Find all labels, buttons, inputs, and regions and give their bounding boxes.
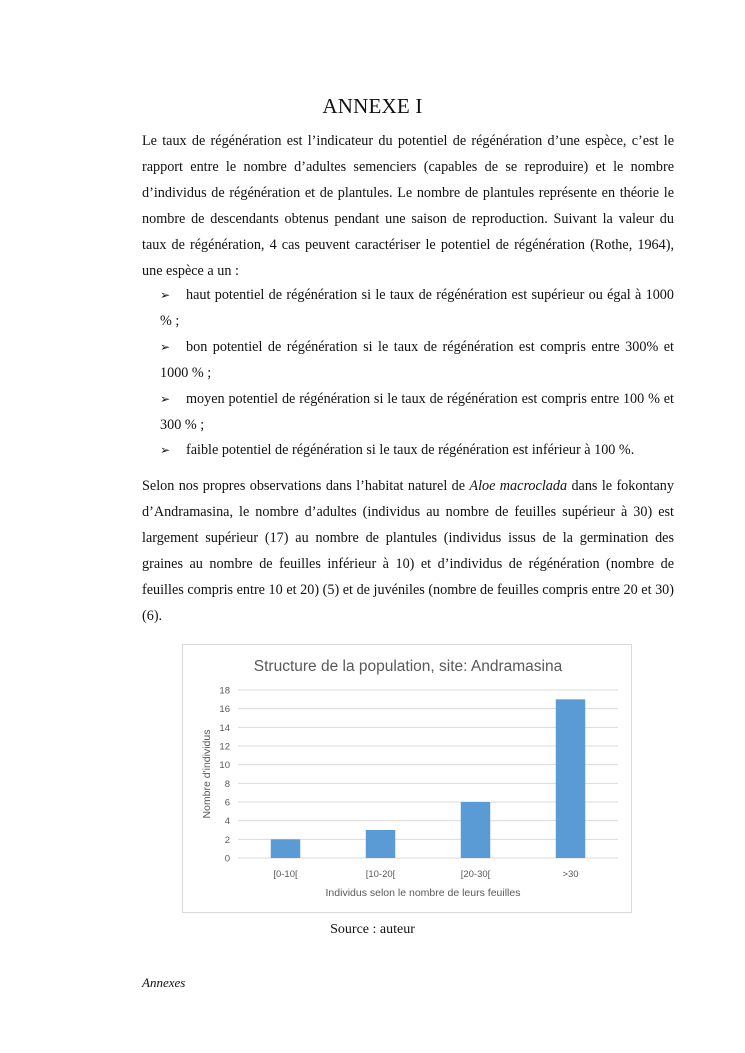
list-item-text: bon potentiel de régénération si le taux de régénération est compris entre 300% et 1000 % ; — [160, 338, 674, 381]
figure-source: Source : auteur — [330, 922, 415, 937]
list-item-text: faible potentiel de régénération si le taux de régénération est inférieur à 100 %. — [186, 442, 635, 459]
arrow-bullet-icon: ➢ — [160, 391, 171, 406]
x-tick-label: [10-20[ — [365, 869, 396, 880]
arrow-bullet-icon: ➢ — [160, 443, 171, 458]
y-tick-label: 16 — [219, 704, 230, 716]
list-item — [160, 387, 674, 439]
x-axis-ticks — [273, 869, 578, 880]
y-tick-label: 18 — [219, 685, 230, 697]
chart-title: Structure de la population, site: Andramasina — [253, 658, 563, 675]
arrow-bullet-icon: ➢ — [160, 288, 171, 302]
chart-bars — [271, 699, 585, 858]
chart-canvas — [183, 645, 633, 914]
bar-2 — [461, 802, 490, 858]
y-tick-label: 6 — [224, 797, 230, 809]
x-tick-label: >30 — [562, 869, 579, 880]
bar-1 — [366, 830, 395, 858]
y-tick-label: 8 — [224, 778, 230, 790]
x-axis-label: Individus selon le nombre de leurs feuilles — [325, 887, 521, 899]
y-tick-label: 12 — [219, 741, 230, 753]
list-item — [160, 335, 674, 387]
y-tick-label: 10 — [219, 760, 230, 772]
regeneration-cases-list — [160, 283, 674, 464]
y-tick-label: 4 — [224, 816, 230, 828]
page-title: ANNEXE I — [322, 94, 423, 118]
bar-0 — [271, 839, 300, 858]
y-axis-label: Nombre d'individus — [201, 729, 213, 819]
paragraph-text: Selon nos propres observations dans l’habitat naturel de — [142, 478, 470, 494]
observations-paragraph — [142, 474, 674, 629]
population-structure-chart — [182, 644, 632, 913]
arrow-bullet-icon: ➢ — [160, 339, 171, 354]
list-item — [160, 438, 674, 464]
x-tick-label: [0-10[ — [273, 869, 298, 880]
species-name: Aloe macroclada — [469, 478, 568, 494]
y-tick-label: 14 — [219, 722, 230, 734]
list-item-text: moyen potentiel de régénération si le taux de régénération est compris entre 100 % et 300 % ; — [160, 390, 674, 433]
y-tick-label: 2 — [224, 834, 230, 846]
page-footer: Annexes — [142, 975, 186, 990]
y-tick-label: 0 — [224, 853, 230, 865]
bar-3 — [556, 699, 585, 858]
list-item — [160, 283, 674, 335]
y-axis-ticks — [219, 686, 230, 865]
list-item-text: haut potentiel de régénération si le taux de régénération est supérieur ou égal à 1000 % ; — [160, 287, 674, 329]
x-tick-label: [20-30[ — [460, 869, 491, 880]
intro-paragraph: Le taux de régénération est l’indicateur du potentiel de régénération d’une espèce, c’est le rapport entre le nombre d’adultes semenciers (capables de se reproduire) et le nombre d’individus de régénération et de plantules. Le nombre de plantules représente en théorie le nombre de descendants obtenus pendant une saison de reproduction. Suivant la valeur du taux de régénération, 4 cas peuvent caractériser le potentiel de régénération (Rothe, 1964), une espèce a un : — [142, 133, 674, 279]
paragraph-text: dans le fokontany d’Andramasina, le nombre d’adultes (individus au nombre de feuilles supérieur à 30) est largement supérieur (17) au nombre de plantules (individus issus de la germination des graines au nombre de feuilles inférieur à 10) et d’individus de régénération (nombre de feuilles compris entre 10 et 20) (5) et de juvéniles (nombre de feuilles compris entre 20 et 30) (6). — [142, 478, 674, 624]
